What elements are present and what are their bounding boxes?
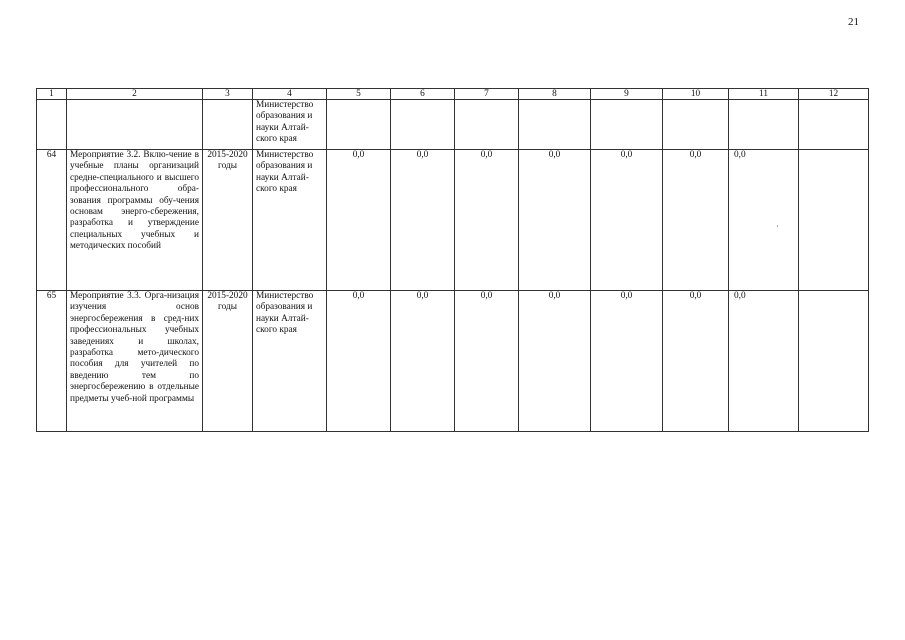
executor-cell: Министерство образования и науки Алтай-ского края <box>253 150 327 291</box>
executor-cell: Министерство образования и науки Алтай-ского края <box>253 100 327 150</box>
continuation-row <box>37 100 869 150</box>
column-header: 4 <box>253 89 327 100</box>
page-number: 21 <box>848 16 859 28</box>
column-header: 6 <box>391 89 455 100</box>
value-cell: 0,0 <box>591 291 663 432</box>
column-header: 10 <box>663 89 729 100</box>
column-number-header-row <box>37 89 869 100</box>
value-cell <box>799 150 869 291</box>
table-row <box>37 291 869 432</box>
column-header: 7 <box>455 89 519 100</box>
column-header: 9 <box>591 89 663 100</box>
column-header: 3 <box>203 89 253 100</box>
value-cell: 0,0 <box>455 150 519 291</box>
column-header: 11 <box>729 89 799 100</box>
column-header: 8 <box>519 89 591 100</box>
value-cell: 0,0 <box>327 150 391 291</box>
value-cell: 0,0 <box>391 150 455 291</box>
measure-cell: Мероприятие 3.3. Орга-низация изучения основ энергосбережения в сред-них профессиональных учебных заведениях и школах, разработка мето-дического пособия для учителей по введению тем по энергосбережению в отдельные предметы учеб-ной программы <box>67 291 203 432</box>
column-header: 5 <box>327 89 391 100</box>
years-cell: 2015-2020 годы <box>203 150 253 291</box>
value-cell: 0,0 <box>519 150 591 291</box>
budget-measures-table <box>36 88 869 432</box>
value-cell: 0,0 <box>519 291 591 432</box>
value-cell: 0,0 <box>591 150 663 291</box>
value-cell: 0,0 <box>391 291 455 432</box>
column-header: 12 <box>799 89 869 100</box>
value-cell: 0,0 <box>729 291 799 432</box>
row-number-cell: 64 <box>37 150 67 291</box>
value-cell <box>799 291 869 432</box>
column-header: 1 <box>37 89 67 100</box>
scan-artifact-dot: · <box>776 222 779 231</box>
value-cell: 0,0 <box>663 291 729 432</box>
years-cell: 2015-2020 годы <box>203 291 253 432</box>
value-cell: 0,0 <box>729 150 799 291</box>
value-cell: 0,0 <box>663 150 729 291</box>
executor-cell: Министерство образования и науки Алтай-ского края <box>253 291 327 432</box>
value-cell: 0,0 <box>455 291 519 432</box>
measure-cell: Мероприятие 3.2. Вклю-чение в учебные планы организаций средне-специального и высшего профессионального обра-зования программы обу-чения основам энерго-сбережения, разработка и утверждение специальных учебных и методических пособий <box>67 150 203 291</box>
row-number-cell: 65 <box>37 291 67 432</box>
table-row <box>37 150 869 291</box>
column-header: 2 <box>67 89 203 100</box>
value-cell: 0,0 <box>327 291 391 432</box>
